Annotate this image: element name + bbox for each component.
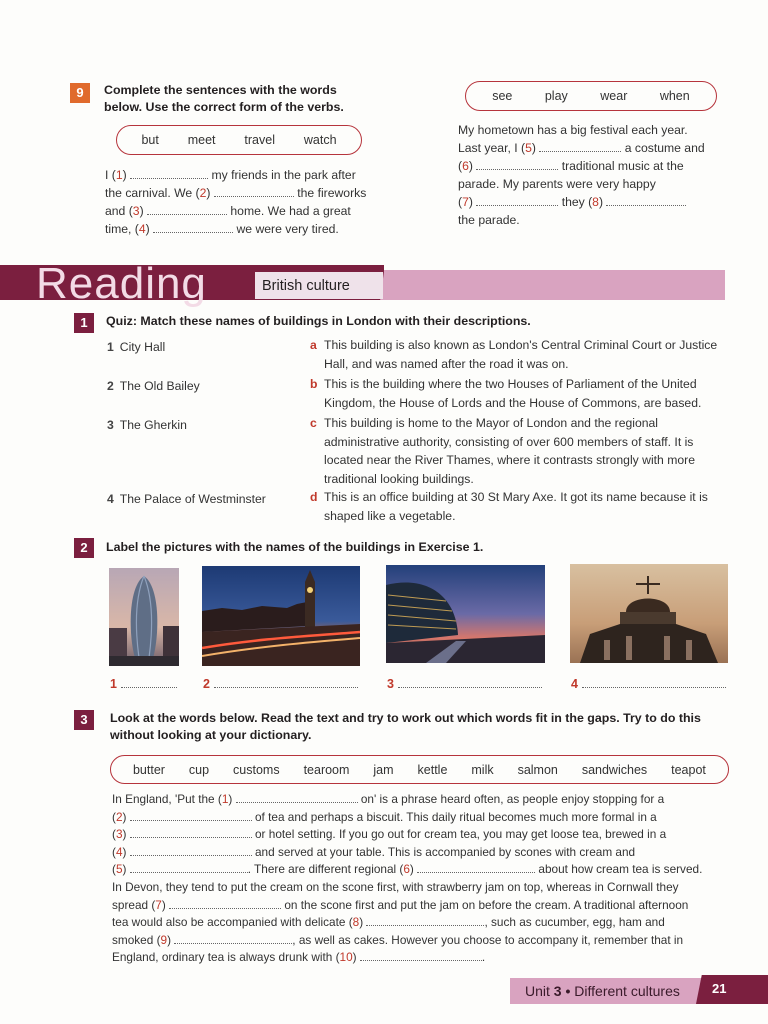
answer-gap[interactable] bbox=[130, 810, 252, 821]
exercise-9-left-text: I (1) my friends in the park after the carnival. We (2) the fireworks and (3) home. We had a great time, (4) we were very tired. bbox=[105, 168, 367, 236]
photo-westminster bbox=[202, 566, 360, 666]
word-box-item: teapot bbox=[671, 762, 706, 777]
word-box-item: when bbox=[659, 89, 690, 103]
answer-gap[interactable] bbox=[147, 204, 227, 215]
reading-title: Reading bbox=[36, 259, 207, 308]
building-item: 1 City Hall bbox=[107, 340, 166, 354]
word-box-item: sandwiches bbox=[581, 762, 648, 777]
description-item: a This building is also known as London's Central Criminal Court or Justice Hall, and was named after the road it was on. bbox=[310, 338, 718, 371]
picture-label-4: 4 bbox=[571, 677, 726, 691]
answer-gap[interactable] bbox=[130, 168, 208, 179]
description-item: b This is the building where the two Houses of Parliament of the United Kingdom, the House of Lords and the House of Commons, are based. bbox=[310, 377, 702, 410]
exercise-2-instruction: Label the pictures with the names of the buildings in Exercise 1. bbox=[106, 540, 484, 554]
word-box-item: cup bbox=[188, 762, 210, 777]
answer-gap[interactable] bbox=[121, 678, 177, 688]
building-item: 3 The Gherkin bbox=[107, 418, 187, 432]
answer-gap[interactable] bbox=[417, 862, 535, 873]
picture-label-3: 3 bbox=[387, 677, 542, 691]
answer-gap[interactable] bbox=[582, 678, 726, 688]
answer-gap[interactable] bbox=[539, 141, 621, 152]
exercise-3-badge: 3 bbox=[74, 710, 94, 730]
word-box-item: wear bbox=[600, 89, 628, 103]
answer-gap[interactable] bbox=[398, 678, 542, 688]
footer-page-box bbox=[696, 975, 768, 1004]
answer-gap[interactable] bbox=[366, 915, 484, 926]
picture-label-2: 2 bbox=[203, 677, 358, 691]
word-box-item: salmon bbox=[517, 762, 558, 777]
building-item: 2 The Old Bailey bbox=[107, 379, 200, 393]
gherkin-illustration bbox=[109, 568, 179, 666]
answer-gap[interactable] bbox=[174, 933, 292, 944]
exercise-1-badge: 1 bbox=[74, 313, 94, 333]
answer-gap[interactable] bbox=[130, 827, 252, 838]
building-item: 4 The Palace of Westminster bbox=[107, 492, 266, 506]
word-box-item: see bbox=[492, 89, 513, 103]
word-box-item: kettle bbox=[417, 762, 448, 777]
exercise-2-badge: 2 bbox=[74, 538, 94, 558]
exercise-9-right-text: My hometown has a big festival each year. Last year, I (5) a costume and (6) traditional music at the parade. My parents were very happy (7) they (8) the parade. bbox=[458, 123, 705, 227]
word-box-item: tearoom bbox=[303, 762, 350, 777]
photo-old-bailey bbox=[570, 564, 728, 663]
word-box-item: but bbox=[141, 133, 159, 147]
answer-gap[interactable] bbox=[130, 845, 252, 856]
exercise-3-instruction bbox=[110, 710, 735, 744]
word-box-item: milk bbox=[471, 762, 494, 777]
footer-unit-label: Unit 3 • Different cultures bbox=[525, 983, 680, 999]
westminster-illustration bbox=[202, 566, 360, 666]
photo-city-hall bbox=[386, 565, 545, 663]
exercise-9-badge: 9 bbox=[70, 83, 90, 103]
word-box-item: play bbox=[544, 89, 568, 103]
description-item: c This building is home to the Mayor of London and the regional administrative authority, consisting of over 600 members of staff. It is located near the River Thames, where it contrasts strongly with more traditional looking buildings. bbox=[310, 416, 695, 486]
city-hall-illustration bbox=[386, 565, 545, 663]
instruction-line: below. Use the correct form of the verbs. bbox=[104, 100, 344, 114]
instruction-line: without looking at your dictionary. bbox=[110, 728, 312, 742]
word-box-item: travel bbox=[244, 133, 275, 147]
answer-gap[interactable] bbox=[214, 186, 294, 197]
answer-gap[interactable] bbox=[476, 195, 558, 206]
answer-gap[interactable] bbox=[360, 950, 482, 961]
old-bailey-illustration bbox=[570, 564, 728, 663]
picture-label-1: 1 bbox=[110, 677, 177, 691]
word-box-item: customs bbox=[233, 762, 280, 777]
answer-gap[interactable] bbox=[476, 159, 558, 170]
exercise-3-text: In England, 'Put the (1) on' is a phrase heard often, as people enjoy stopping for a (2) of tea and perhaps a biscuit. This daily ritual becomes much more formal in a (3) or hotel setting. If you go out for cream tea, you may get loose tea, brewed in a (4) and served at your table. This is accompanied by scones with cream and (5) . There are different regional (6) about how cream tea is served. In Devon, they tend to put the cream on the scone first, with strawberry jam on top, whereas in Cornwall they spread (7) on the scone first and put the jam on before the cream. A traditional afternoon tea would also be accompanied with delicate (8) , such as cucumber, egg, ham and smoked (9) , as well as cakes. However you choose to accompany it, remember that in England, ordinary tea is always drunk with (10) . bbox=[112, 792, 703, 965]
exercise-1-instruction: Quiz: Match these names of buildings in London with their descriptions. bbox=[106, 314, 531, 328]
reading-subtitle: British culture bbox=[262, 278, 350, 294]
word-box-item: jam bbox=[373, 762, 394, 777]
description-item: d This is an office building at 30 St Mary Axe. It got its name because it is shaped like a vegetable. bbox=[310, 490, 708, 523]
photo-gherkin bbox=[109, 568, 179, 666]
exercise-9-instruction bbox=[104, 82, 404, 116]
word-box-2 bbox=[465, 81, 717, 111]
word-box-3 bbox=[110, 755, 729, 784]
word-box-item: meet bbox=[187, 133, 216, 147]
word-box-item: butter bbox=[132, 762, 165, 777]
word-box-item: watch bbox=[303, 133, 337, 147]
answer-gap[interactable] bbox=[214, 678, 358, 688]
answer-gap[interactable] bbox=[606, 195, 686, 206]
page-number: 21 bbox=[712, 981, 727, 996]
answer-gap[interactable] bbox=[169, 898, 281, 909]
answer-gap[interactable] bbox=[153, 222, 233, 233]
instruction-line: Complete the sentences with the words bbox=[104, 83, 337, 97]
word-box-1 bbox=[116, 125, 362, 155]
answer-gap[interactable] bbox=[130, 862, 248, 873]
instruction-line: Look at the words below. Read the text and try to work out which words fit in the gaps. Try to do this bbox=[110, 711, 701, 725]
answer-gap[interactable] bbox=[236, 792, 358, 803]
